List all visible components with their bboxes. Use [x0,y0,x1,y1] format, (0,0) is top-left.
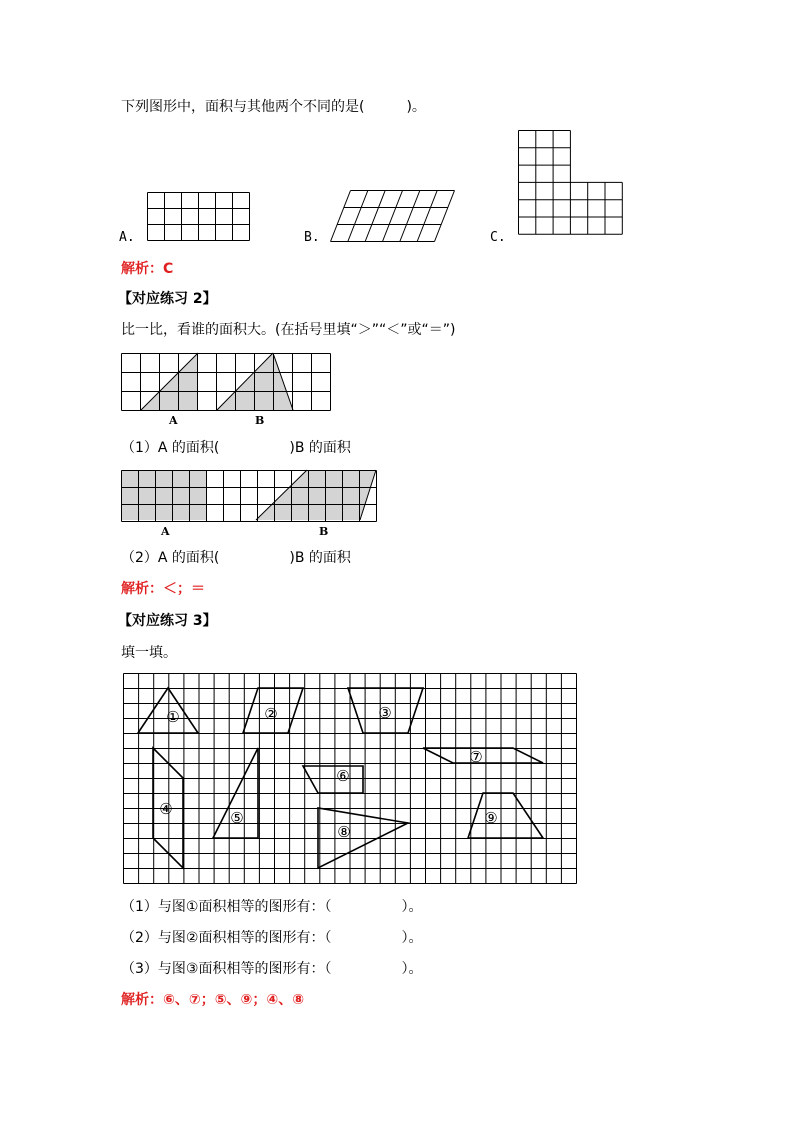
shape-label-5: ⑤ [230,809,244,827]
ex2-answer: 解析：＜；＝ [121,581,205,597]
shape-label-1: ① [166,708,180,726]
ex3-instruction: 填一填。 [121,645,177,661]
shape-label-4: ④ [159,800,173,818]
q1-answer: 解析：C [121,261,174,277]
q1-figure-b-parallelogram-grid [330,190,460,243]
ex2-heading: 【对应练习 2】 [118,291,217,307]
shape-label-2: ② [264,705,278,723]
ex3-shapes-grid [123,673,579,887]
grid-line [331,191,351,242]
ex2-figure-1-grid [121,353,341,425]
ex3-answer: 解析：⑥、⑦；⑤、⑨；④、⑧ [121,992,305,1008]
q1-option-a-label: A. [119,230,135,245]
grid-line [435,191,455,242]
shape-label-6: ⑥ [336,767,350,785]
shape-label-3: ③ [378,704,392,722]
ex2-instruction: 比一比，看谁的面积大。(在括号里填“＞”“＜”或“＝”) [121,322,456,338]
ex3-sub1: （1）与图①面积相等的图形有：（ ）。 [121,899,423,915]
fig2-label-a: A [161,525,170,538]
grid-line [417,191,437,242]
grid-line [348,191,368,242]
shape-label-8: ⑧ [337,823,351,841]
shape-a-rectangle [121,470,207,520]
shape-label-9: ⑨ [484,809,498,827]
q1-question: 下列图形中，面积与其他两个不同的是( )。 [121,99,426,115]
shape-6-trapezoid [303,766,363,793]
fig1-label-b: B [255,414,265,427]
ex3-sub2: （2）与图②面积相等的图形有：（ ）。 [121,930,423,946]
shape-9-trapezoid [468,793,543,838]
grid-line [383,191,403,242]
grid-line [365,191,385,242]
q1-option-c-label: C. [490,230,506,245]
shape-label-7: ⑦ [469,748,483,766]
q1-option-b-label: B. [304,230,320,245]
q1-figure-a-rectangle-grid [147,192,251,242]
fig2-label-b: B [319,525,329,538]
grid-line [400,191,420,242]
q1-figure-c-l-shape-grid [518,130,623,236]
ex3-heading: 【对应练习 3】 [118,613,217,629]
ex2-sub2: （2）A 的面积( )B 的面积 [121,550,351,566]
ex2-sub1: （1）A 的面积( )B 的面积 [121,440,351,456]
fig1-label-a: A [169,414,178,427]
ex3-sub3: （3）与图③面积相等的图形有：（ ）。 [121,961,423,977]
ex2-figure-2-grid [121,470,381,540]
